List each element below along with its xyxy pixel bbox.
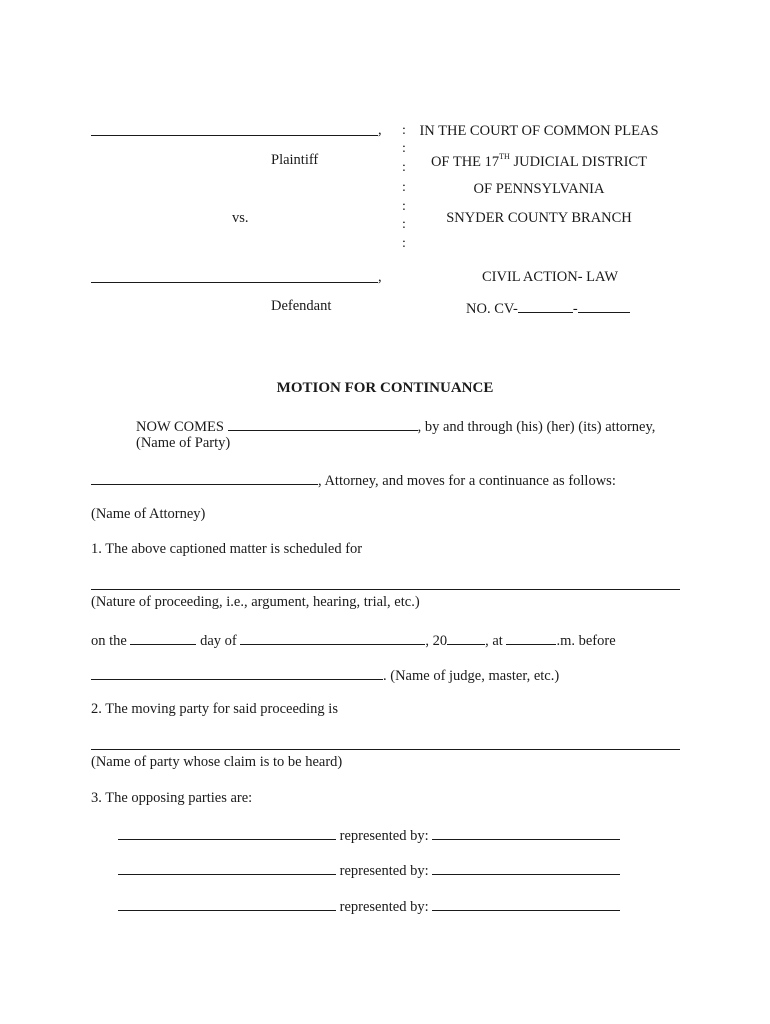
caption-colon: : [402,180,406,195]
represented-by-label: represented by: [339,828,429,844]
at-label: , at [485,633,503,649]
defendant-comma: , [378,269,382,285]
opposing-party-field[interactable] [118,825,336,840]
court-line-4: SNYDER COUNTY BRANCH [446,210,632,226]
name-of-attorney-hint: (Name of Attorney) [91,506,206,522]
proceeding-nature-field[interactable] [91,589,680,590]
plaintiff-label: Plaintiff [271,152,319,168]
date-line [91,630,616,650]
item-1: 1. The above captioned matter is scheduled for [91,541,363,557]
attorney-line [91,470,616,490]
opposing-party-row [118,896,620,916]
moving-party-field[interactable] [91,749,680,750]
party-hint: (Name of party whose claim is to be heard) [91,754,343,770]
court-line-2-post: JUDICIAL DISTRICT [509,154,648,170]
court-line-2-pre: OF THE 17 [430,154,500,170]
represented-by-label: represented by: [339,863,429,879]
defendant-name-field[interactable] [91,282,378,283]
item-3: 3. The opposing parties are: [91,790,253,806]
day-of-label: day of [200,633,237,649]
case-number-prefix: NO. CV- [466,301,518,317]
month-field[interactable] [240,630,425,645]
case-number-seq-field[interactable] [578,298,630,313]
caption-colon: : [402,123,406,138]
judge-line [91,665,559,685]
by-through-text: , by and through (his) (her) (its) attorney, [417,419,656,435]
attorney-name-field[interactable] [91,470,318,485]
page-title: MOTION FOR CONTINUANCE [276,380,494,396]
caption-colon: : [402,217,406,232]
party-name-field[interactable] [228,416,418,431]
twenty-label: , 20 [425,633,448,649]
court-line-1: IN THE COURT OF COMMON PLEAS [419,123,659,139]
opposing-counsel-field[interactable] [432,860,620,875]
court-line-2-sup: TH [499,152,510,161]
opposing-party-field[interactable] [118,896,336,911]
on-the-label: on the [91,633,127,649]
defendant-label: Defendant [271,298,332,314]
now-comes-label: NOW COMES [136,419,224,435]
vs-label: vs. [232,210,249,226]
item-2: 2. The moving party for said proceeding is [91,701,338,717]
case-number [466,298,630,318]
caption-colon: : [402,199,406,214]
caption-colon: : [402,160,406,175]
caption-colon: : [402,236,406,251]
judge-hint: . (Name of judge, master, etc.) [383,668,560,684]
represented-by-label: represented by: [339,899,429,915]
court-line-2 [394,152,684,171]
nature-hint: (Nature of proceeding, i.e., argument, hearing, trial, etc.) [91,594,420,610]
now-comes-line [136,416,655,436]
plaintiff-comma: , [378,122,382,138]
caption-colon: : [402,141,406,156]
opposing-party-row [118,825,620,845]
case-number-dash: - [572,301,578,317]
opposing-party-row [118,860,620,880]
time-field[interactable] [506,630,556,645]
civil-action-label: CIVIL ACTION- LAW [481,269,619,285]
case-number-year-field[interactable] [518,298,573,313]
opposing-counsel-field[interactable] [432,896,620,911]
name-of-party-hint: (Name of Party) [136,435,231,451]
court-line-3: OF PENNSYLVANIA [473,181,605,197]
plaintiff-name-field[interactable] [91,135,378,136]
m-before-label: .m. before [556,633,616,649]
opposing-counsel-field[interactable] [432,825,620,840]
attorney-moves-text: , Attorney, and moves for a continuance as follows: [318,473,616,489]
opposing-party-field[interactable] [118,860,336,875]
year-field[interactable] [447,630,485,645]
day-field[interactable] [130,630,196,645]
judge-name-field[interactable] [91,665,383,680]
